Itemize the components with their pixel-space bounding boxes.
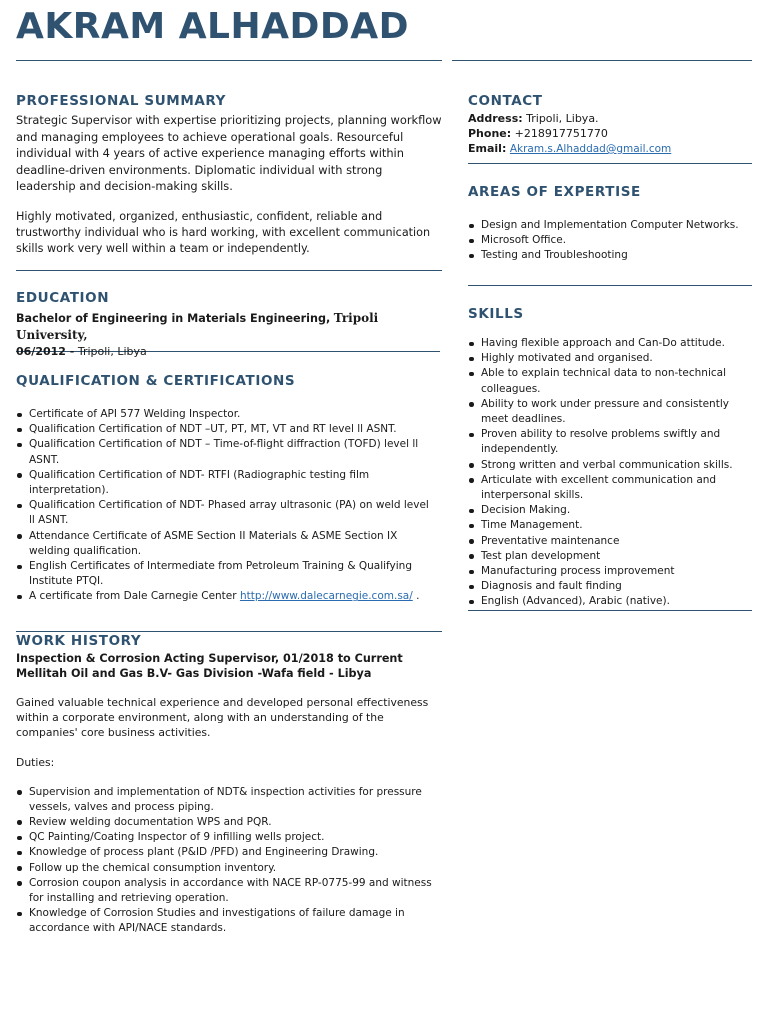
list-item: Certificate of API 577 Welding Inspector. <box>16 407 434 422</box>
section-heading: SKILLS <box>468 306 524 322</box>
phone-label: Phone: <box>468 127 512 140</box>
skills-divider <box>468 610 752 611</box>
list-item: Attendance Certificate of ASME Section II Materials & ASME Section IX welding qualification. <box>16 529 434 559</box>
list-item: Supervision and implementation of NDT& inspection activities for pressure vessels, valves and process piping. <box>16 785 432 815</box>
email-link[interactable]: Akram.s.Alhaddad@gmail.com <box>509 143 672 155</box>
list-item: Qualification Certification of NDT –UT, PT, MT, VT and RT level ll ASNT. <box>16 422 434 437</box>
expertise-list <box>468 218 753 264</box>
list-item: Microsoft Office. <box>468 233 753 248</box>
duties-label: Duties: <box>16 756 55 769</box>
company-name: Mellitah Oil and Gas B.V- Gas Division -Wafa field - Libya <box>16 667 372 680</box>
duties-list <box>16 785 432 937</box>
list-item: Testing and Troubleshooting <box>468 248 753 263</box>
job-intro: Gained valuable technical experience and developed personal effectiveness within a corporate environment, along with an understanding of the companies' core business activities. <box>16 696 429 739</box>
list-item: Able to explain technical data to non-technical colleagues. <box>468 366 740 396</box>
header-rule-left <box>16 60 442 61</box>
section-heading: WORK HISTORY <box>16 633 142 649</box>
list-item: English (Advanced), Arabic (native). <box>468 594 740 609</box>
summary-paragraph-2: Highly motivated, organized, enthusiastic, confident, reliable and trustworthy individual who is hard working, with excellent communication skills work very well within a team or independently. <box>16 209 431 255</box>
list-item: Ability to work under pressure and consistently meet deadlines. <box>468 397 740 427</box>
list-item: Highly motivated and organised. <box>468 351 740 366</box>
list-item: Having flexible approach and Can-Do attitude. <box>468 336 740 351</box>
certificate-suffix: . <box>416 590 420 603</box>
list-item: Preventative maintenance <box>468 534 740 549</box>
graduation-date: 06/2012 - <box>16 345 75 358</box>
list-item: Time Management. <box>468 518 740 533</box>
phone-value: +218917751770 <box>514 127 608 140</box>
contact-divider <box>468 163 752 164</box>
list-item: Review welding documentation WPS and PQR. <box>16 815 432 830</box>
list-item: Knowledge of process plant (P&ID /PFD) and Engineering Drawing. <box>16 845 432 860</box>
list-item: Qualification Certification of NDT – Time-of-flight diffraction (TOFD) level ll ASNT. <box>16 437 434 467</box>
degree-line <box>16 310 442 344</box>
expertise-section <box>468 184 753 264</box>
list-item <box>16 589 434 604</box>
school: Tripoli University, <box>16 311 379 342</box>
email-label: Email: <box>468 142 507 155</box>
list-item: Qualification Certification of NDT- RTFI (Radiographic testing film interpretation). <box>16 468 434 498</box>
degree: Bachelor of Engineering in Materials Engineering, <box>16 312 331 325</box>
list-item: Diagnosis and fault finding <box>468 579 740 594</box>
list-item: Corrosion coupon analysis in accordance with NACE RP-0775-99 and witness for installing and retrieving operation. <box>16 876 432 906</box>
contact-phone <box>468 126 753 141</box>
certificate-text: A certificate from Dale Carnegie Center <box>29 590 237 603</box>
qualifications-section <box>16 373 442 605</box>
address-label: Address: <box>468 112 523 125</box>
education-section <box>16 290 442 360</box>
professional-summary-section <box>16 93 442 257</box>
header-rule-right <box>452 60 752 61</box>
certifications-list <box>16 407 434 605</box>
list-item: Strong written and verbal communication skills. <box>468 458 740 473</box>
list-item: Design and Implementation Computer Networks. <box>468 218 753 233</box>
contact-email <box>468 141 753 157</box>
skills-list <box>468 336 740 610</box>
qualifications-divider <box>16 631 442 632</box>
list-item: Manufacturing process improvement <box>468 564 740 579</box>
list-item: Test plan development <box>468 549 740 564</box>
list-item: Qualification Certification of NDT- Phased array ultrasonic (PA) on weld level ll ASNT. <box>16 498 434 528</box>
date-location-line <box>16 344 442 360</box>
list-item: QC Painting/Coating Inspector of 9 infilling wells project. <box>16 830 432 845</box>
job-title: Inspection & Corrosion Acting Supervisor, 01/2018 to Current <box>16 652 403 665</box>
section-heading: PROFESSIONAL SUMMARY <box>16 93 227 109</box>
candidate-name: AKRAM ALHADDAD <box>16 6 409 47</box>
section-heading: CONTACT <box>468 93 543 109</box>
dale-carnegie-link[interactable]: http://www.dalecarnegie.com.sa/ <box>239 590 413 603</box>
list-item: Follow up the chemical consumption inventory. <box>16 861 432 876</box>
section-heading: QUALIFICATION & CERTIFICATIONS <box>16 373 296 389</box>
expertise-divider <box>468 285 752 286</box>
address-value: Tripoli, Libya. <box>526 112 599 125</box>
section-heading: EDUCATION <box>16 290 110 306</box>
section-heading: AREAS OF EXPERTISE <box>468 184 641 200</box>
list-item: Proven ability to resolve problems swiftly and independently. <box>468 427 740 457</box>
list-item: English Certificates of Intermediate from Petroleum Training & Qualifying Institute PTQI. <box>16 559 434 589</box>
list-item: Knowledge of Corrosion Studies and investigations of failure damage in accordance with API/NACE standards. <box>16 906 432 936</box>
list-item: Articulate with excellent communication and interpersonal skills. <box>468 473 740 503</box>
summary-paragraph-1: Strategic Supervisor with expertise prioritizing projects, planning workflow and managing employees to achieve operational goals. Resourceful individual with 4 years of active experience managing efforts within deadline-driven environments. Diplomatic individual with strong leadership and decision-making skills. <box>16 113 442 193</box>
skills-section <box>468 306 753 610</box>
list-item: Decision Making. <box>468 503 740 518</box>
summary-divider <box>16 270 442 271</box>
contact-address <box>468 111 753 126</box>
school-location: Tripoli, Libya <box>77 345 147 358</box>
work-history-section <box>16 633 442 937</box>
contact-section <box>468 93 753 157</box>
